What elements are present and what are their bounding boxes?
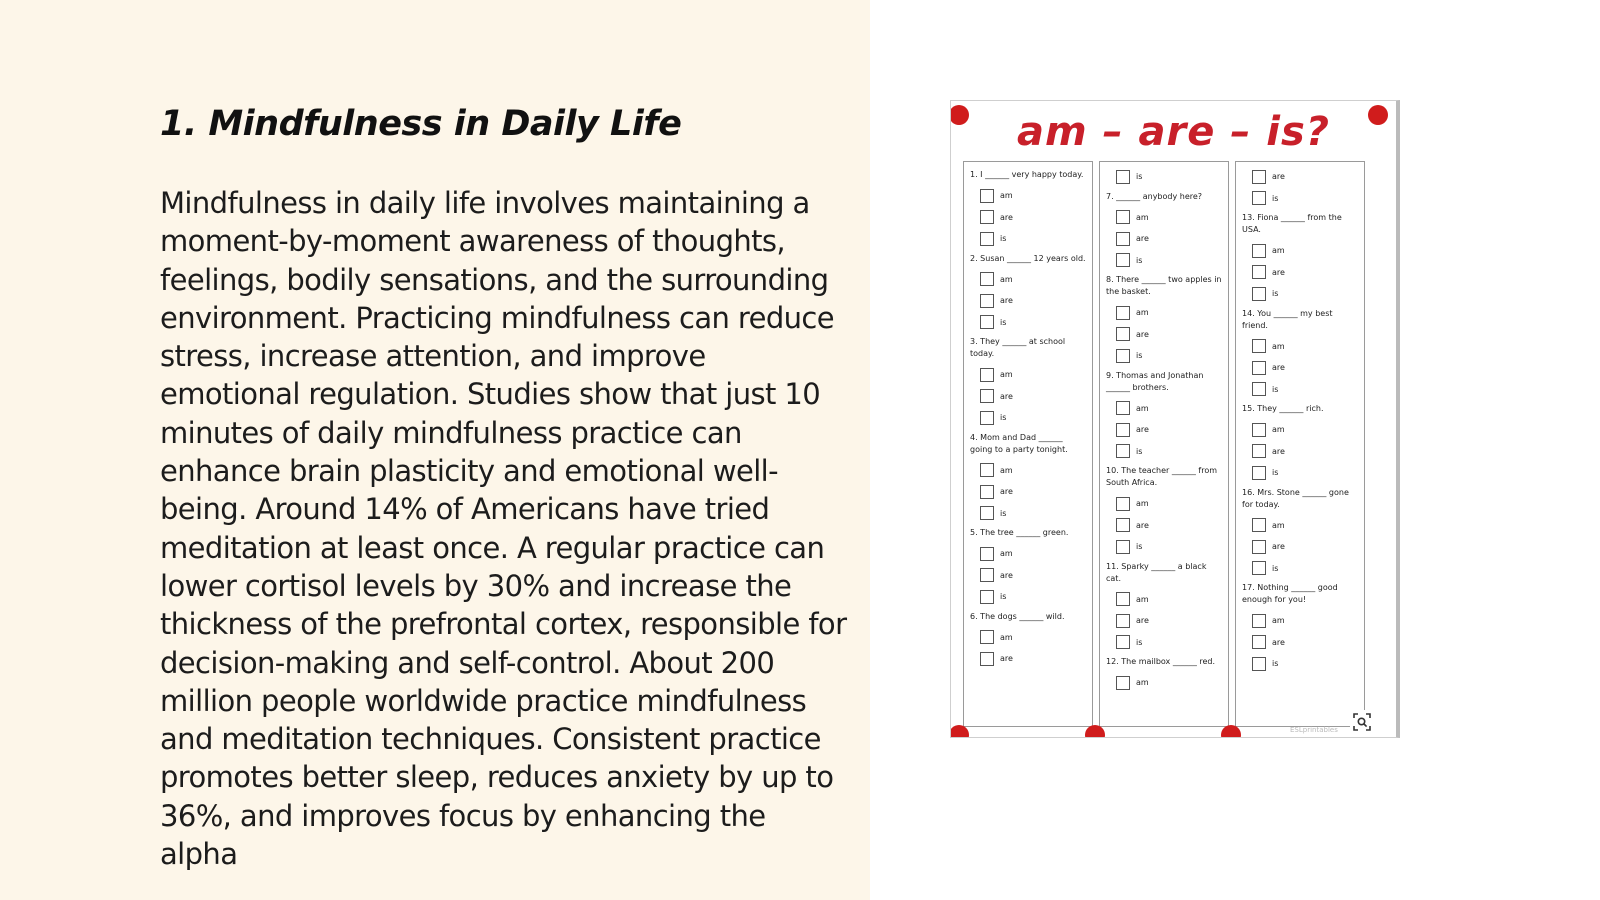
option-label: are: [1272, 172, 1285, 182]
worksheet-option: [1106, 166, 1222, 188]
worksheet-question: 2. Susan ______ 12 years old.: [970, 253, 1086, 263]
worksheet-question: 13. Fiona ______ from the USA.: [1242, 213, 1342, 234]
worksheet-question: 15. They ______ rich.: [1242, 404, 1324, 413]
pin-dot: [1221, 725, 1241, 738]
option-label: am: [1272, 425, 1285, 435]
option-label: is: [1136, 351, 1143, 361]
option-label: are: [1272, 637, 1285, 647]
checkbox-icon: [1252, 561, 1266, 575]
option-label: are: [1000, 570, 1013, 580]
option-label: is: [1000, 508, 1007, 518]
checkbox-icon: [1252, 339, 1266, 353]
option-label: are: [1000, 487, 1013, 497]
option-label: are: [1000, 654, 1013, 664]
worksheet-question: 1. I ______ very happy today.: [970, 170, 1084, 179]
worksheet-option: [1106, 398, 1222, 420]
worksheet-option: [1106, 515, 1222, 537]
option-label: are: [1272, 363, 1285, 373]
checkbox-icon: [1252, 657, 1266, 671]
option-label: are: [1136, 520, 1149, 530]
worksheet-question: 7. ______ anybody here?: [1106, 191, 1203, 201]
worksheet-column-2: [1099, 161, 1229, 727]
worksheet-option: [1242, 283, 1358, 305]
worksheet-option: [970, 364, 1086, 386]
checkbox-icon: [980, 547, 994, 561]
worksheet-option: [1242, 632, 1358, 654]
worksheet-column-1: [963, 161, 1093, 727]
worksheet-option: [1242, 515, 1358, 537]
checkbox-icon: [980, 368, 994, 382]
worksheet-option: [1242, 558, 1358, 580]
checkbox-icon: [1116, 327, 1130, 341]
checkbox-icon: [1252, 423, 1266, 437]
option-label: are: [1136, 329, 1149, 339]
worksheet-option: [1106, 345, 1222, 367]
checkbox-icon: [1252, 287, 1266, 301]
worksheet-option: [970, 185, 1086, 207]
checkbox-icon: [980, 315, 994, 329]
checkbox-icon: [1116, 635, 1130, 649]
option-label: am: [1000, 632, 1013, 642]
worksheet-option: [1106, 536, 1222, 558]
visual-search-button[interactable]: [1350, 710, 1374, 734]
checkbox-icon: [980, 506, 994, 520]
option-label: is: [1000, 317, 1007, 327]
worksheet-option: [1242, 357, 1358, 379]
worksheet-question: 10. The teacher ______ from South Africa.: [1106, 466, 1218, 487]
worksheet-question: 3. They ______ at school today.: [970, 337, 1066, 358]
option-label: am: [1000, 465, 1013, 475]
worksheet-option: [1106, 610, 1222, 632]
option-label: are: [1272, 542, 1285, 552]
worksheet-option: [1106, 419, 1222, 441]
worksheet-question: 4. Mom and Dad ______ going to a party tonight.: [970, 432, 1068, 454]
option-label: is: [1272, 289, 1279, 299]
option-label: is: [1272, 659, 1279, 669]
worksheet-option: [970, 312, 1086, 334]
worksheet-question: 8. There ______ two apples in the basket.: [1106, 275, 1222, 296]
pin-dot: [1085, 725, 1105, 738]
option-label: is: [1272, 193, 1279, 203]
worksheet-option: [970, 269, 1086, 291]
worksheet-column-3: [1235, 161, 1365, 727]
checkbox-icon: [1116, 253, 1130, 267]
checkbox-icon: [1252, 635, 1266, 649]
checkbox-icon: [980, 210, 994, 224]
worksheet-option: [1242, 536, 1358, 558]
worksheet-option: [1242, 336, 1358, 358]
option-label: are: [1000, 296, 1013, 306]
option-label: are: [1272, 267, 1285, 277]
worksheet-question: 6. The dogs ______ wild.: [970, 611, 1065, 621]
option-label: is: [1136, 542, 1143, 552]
option-label: is: [1272, 563, 1279, 573]
worksheet-option: [1242, 462, 1358, 484]
checkbox-icon: [1252, 540, 1266, 554]
checkbox-icon: [1252, 466, 1266, 480]
worksheet-question: 16. Mrs. Stone ______ gone for today.: [1242, 487, 1349, 509]
checkbox-icon: [1252, 361, 1266, 375]
option-label: is: [1000, 234, 1007, 244]
option-label: is: [1136, 446, 1143, 456]
worksheet-option: [1106, 589, 1222, 611]
worksheet-option: [970, 228, 1086, 250]
worksheet-option: [970, 386, 1086, 408]
checkbox-icon: [980, 463, 994, 477]
option-label: is: [1136, 172, 1143, 182]
worksheet-option: [1106, 228, 1222, 250]
checkbox-icon: [1116, 444, 1130, 458]
worksheet-option: [970, 503, 1086, 525]
checkbox-icon: [1252, 244, 1266, 258]
worksheet-option: [970, 207, 1086, 229]
worksheet-option: [1106, 493, 1222, 515]
worksheet-question: 14. You ______ my best friend.: [1242, 308, 1333, 330]
checkbox-icon: [1252, 191, 1266, 205]
worksheet-option: [1242, 379, 1358, 401]
visual-search-icon: [1353, 713, 1371, 731]
option-label: is: [1136, 255, 1143, 265]
option-label: are: [1136, 425, 1149, 435]
option-label: is: [1000, 592, 1007, 602]
worksheet-option: [970, 648, 1086, 670]
checkbox-icon: [1116, 676, 1130, 690]
option-label: are: [1136, 616, 1149, 626]
worksheet-option: [970, 481, 1086, 503]
worksheet-image[interactable]: [950, 100, 1400, 738]
checkbox-icon: [1252, 518, 1266, 532]
worksheet-option: [1242, 610, 1358, 632]
worksheet-option: [1242, 240, 1358, 262]
worksheet-option: [1106, 207, 1222, 229]
checkbox-icon: [980, 294, 994, 308]
option-label: am: [1136, 308, 1149, 318]
worksheet-option: [1106, 632, 1222, 654]
worksheet-watermark: ESLprintables: [1290, 726, 1338, 734]
checkbox-icon: [980, 411, 994, 425]
worksheet-option: [1242, 262, 1358, 284]
checkbox-icon: [980, 590, 994, 604]
option-label: am: [1136, 403, 1149, 413]
worksheet-question: 5. The tree ______ green.: [970, 528, 1069, 537]
option-label: am: [1136, 212, 1149, 222]
checkbox-icon: [1252, 382, 1266, 396]
option-label: am: [1000, 549, 1013, 559]
option-label: is: [1136, 637, 1143, 647]
worksheet-question: 11. Sparky ______ a black cat.: [1106, 561, 1207, 583]
option-label: is: [1272, 468, 1279, 478]
option-label: is: [1000, 413, 1007, 423]
checkbox-icon: [1116, 349, 1130, 363]
slide-title: 1. Mindfulness in Daily Life: [160, 104, 682, 144]
worksheet-question: 12. The mailbox ______ red.: [1106, 657, 1216, 666]
option-label: am: [1000, 274, 1013, 284]
option-label: are: [1000, 212, 1013, 222]
checkbox-icon: [1116, 614, 1130, 628]
checkbox-icon: [1116, 592, 1130, 606]
checkbox-icon: [1116, 210, 1130, 224]
worksheet-option: [1106, 441, 1222, 463]
slide-body-text: Mindfulness in daily life involves maintaining a moment-by-moment awareness of thoughts, feelings, bodily sensations, and the surrounding environment. Practicing mindfulness can reduce stress, increase attention, and improve emotional regulation. Studies show that just 10 minutes of daily mindfulness practice can enhance brain plasticity and emotional well-being. Around 14% of Americans have tried meditation at least once. A regular practice can lower cortisol levels by 30% and increase the thickness of the prefrontal cortex, responsible for decision-making and self-control. About 200 million people worldwide practice mindfulness and meditation techniques. Consistent practice promotes better sleep, reduces anxiety by up to 36%, and improves focus by enhancing the alpha: [160, 186, 847, 872]
checkbox-icon: [980, 485, 994, 499]
option-label: am: [1272, 520, 1285, 530]
worksheet-option: [1242, 188, 1358, 210]
worksheet-option: [970, 407, 1086, 429]
option-label: are: [1000, 391, 1013, 401]
checkbox-icon: [1116, 232, 1130, 246]
worksheet-question: 17. Nothing ______ good enough for you!: [1242, 583, 1338, 604]
worksheet-option: [970, 627, 1086, 649]
checkbox-icon: [1252, 170, 1266, 184]
option-label: am: [1272, 341, 1285, 351]
checkbox-icon: [980, 389, 994, 403]
checkbox-icon: [1252, 265, 1266, 279]
worksheet-option: [1106, 672, 1222, 694]
checkbox-icon: [980, 189, 994, 203]
option-label: am: [1000, 191, 1013, 201]
checkbox-icon: [980, 232, 994, 246]
option-label: am: [1136, 678, 1149, 688]
worksheet-option: [1106, 250, 1222, 272]
checkbox-icon: [980, 568, 994, 582]
checkbox-icon: [1116, 306, 1130, 320]
option-label: is: [1272, 384, 1279, 394]
checkbox-icon: [1252, 614, 1266, 628]
worksheet-option: [1106, 302, 1222, 324]
checkbox-icon: [1116, 518, 1130, 532]
worksheet-option: [1242, 441, 1358, 463]
checkbox-icon: [1116, 170, 1130, 184]
checkbox-icon: [1252, 444, 1266, 458]
worksheet-option: [970, 290, 1086, 312]
worksheet-option: [970, 460, 1086, 482]
option-label: am: [1272, 246, 1285, 256]
checkbox-icon: [1116, 540, 1130, 554]
checkbox-icon: [980, 630, 994, 644]
option-label: am: [1000, 370, 1013, 380]
worksheet-option: [1242, 419, 1358, 441]
worksheet-option: [970, 586, 1086, 608]
worksheet-title: am – are – is?: [1017, 109, 1330, 155]
worksheet-option: [1242, 166, 1358, 188]
worksheet-question: 9. Thomas and Jonathan ______ brothers.: [1106, 370, 1204, 392]
worksheet-option: [970, 543, 1086, 565]
option-label: am: [1272, 616, 1285, 626]
checkbox-icon: [1116, 423, 1130, 437]
checkbox-icon: [980, 652, 994, 666]
option-label: am: [1136, 499, 1149, 509]
checkbox-icon: [980, 272, 994, 286]
checkbox-icon: [1116, 401, 1130, 415]
option-label: am: [1136, 594, 1149, 604]
checkbox-icon: [1116, 497, 1130, 511]
worksheet-option: [970, 565, 1086, 587]
worksheet-option: [1106, 324, 1222, 346]
option-label: are: [1136, 234, 1149, 244]
option-label: are: [1272, 446, 1285, 456]
worksheet-option: [1242, 653, 1358, 675]
